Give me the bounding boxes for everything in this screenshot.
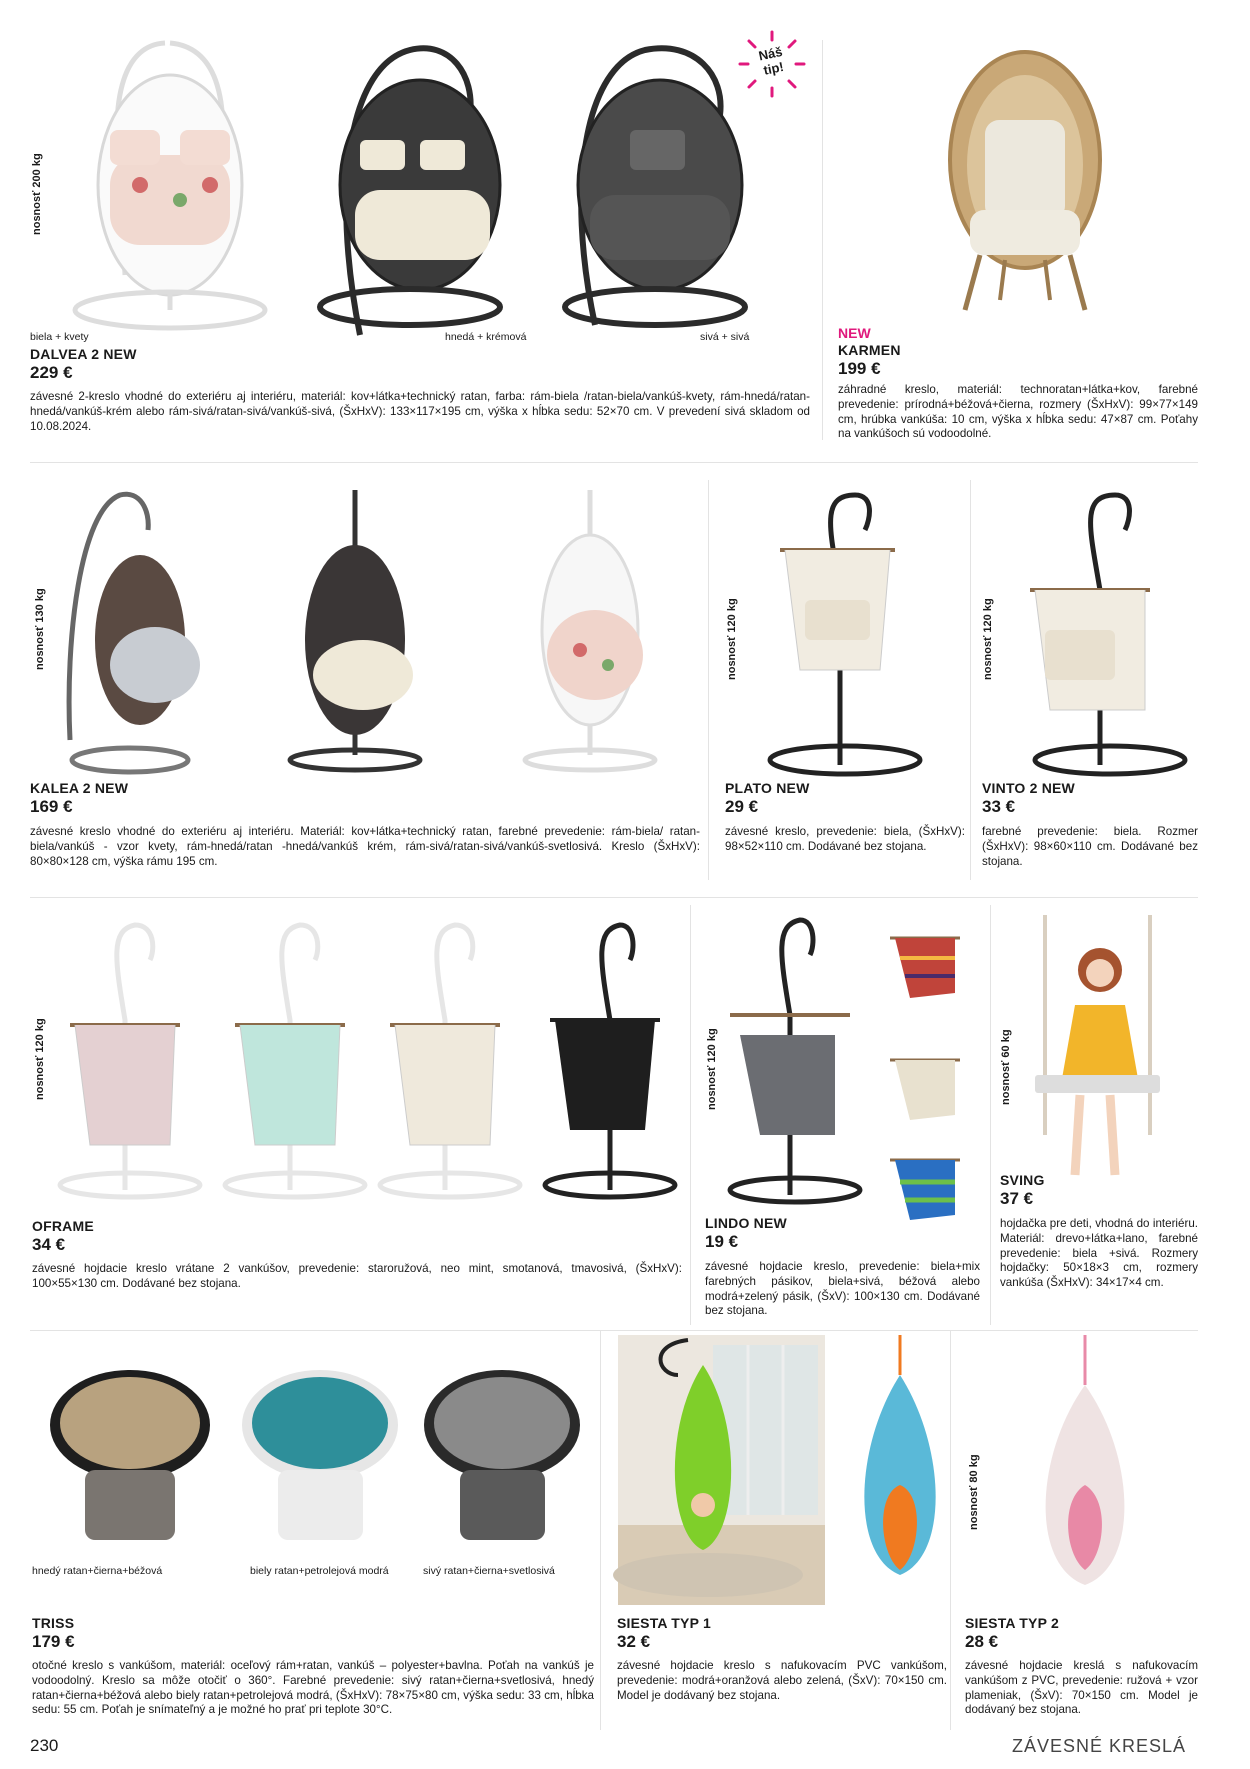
triss-name: TRISS	[32, 1615, 75, 1631]
kalea-description: závesné kreslo vhodné do exteriéru aj interiéru. Materiál: kov+látka+technický ratan, farebné prevedenie: rám-biela/ ratan-biela/vankúš - vzor kvety, rám-hnedá/ratan -hnedá/vankúš krém, rám-sivá/ratan-sivá/vankúš-svetlosivá. Kreslo (ŠxHxV): 80×80×128 cm, výška rámu 195 cm.	[30, 825, 700, 868]
plato-description: závesné kreslo, prevedenie: biela, (ŠxHxV): 98×52×110 cm. Dodávané bez stojana.	[725, 825, 965, 853]
kalea-grey-chair-image	[60, 490, 200, 770]
dalvea-brown-chair-image	[300, 35, 500, 330]
oframe-name: OFRAME	[32, 1218, 94, 1234]
oframe-mint-chair-image	[220, 920, 370, 1200]
siesta1-price: 32 €	[617, 1632, 651, 1651]
oframe-description: závesné hojdacie kreslo vrátane 2 vankúšov, prevedenie: staroružová, neo mint, smotanová, tmavosivá, (ŠxHxV): 100×55×130 cm. Dodávané bez stojana.	[32, 1262, 682, 1290]
triss-teal-chair-image	[238, 1365, 403, 1550]
nas-tip-badge	[738, 30, 806, 98]
sving-child-swing-image	[1030, 915, 1180, 1195]
oframe-price: 34 €	[32, 1235, 66, 1254]
kalea-name: KALEA 2 NEW	[30, 780, 129, 796]
karmen-description: záhradné kreslo, materiál: technoratan+látka+kov, farebné prevedenie: prírodná+béžová+čierna, rozmery (ŠxHxV): 99×77×149 cm, hrúbka vankúša: 10 cm, výška x hĺbka sedu: 47×87 cm. Poťahy na vankúšoch sú vodoodolné.	[838, 383, 1198, 441]
siesta2-pink-pod-image	[1025, 1335, 1145, 1605]
plato-name: PLATO NEW	[725, 780, 810, 796]
siesta2-load-capacity: nosnosť 80 kg	[968, 1454, 980, 1530]
plato-load-capacity: nosnosť 120 kg	[726, 598, 738, 680]
lindo-beige-variant-image	[880, 1040, 970, 1130]
kalea-load-capacity: nosnosť 130 kg	[34, 588, 46, 670]
triss-variant-white: biely ratan+petrolejová modrá	[250, 1565, 389, 1577]
section-title: ZÁVESNÉ KRESLÁ	[1012, 1736, 1187, 1756]
lindo-grey-chair-image	[725, 915, 865, 1205]
siesta1-description: závesné hojdacie kreslo s nafukovacím PVC vankúšom, prevedenie: modrá+oranžová alebo zelená, (ŠxV): 70×150 cm. Model je dodávaný bez stojana.	[617, 1659, 947, 1702]
siesta2-price: 28 €	[965, 1632, 999, 1651]
vinto-hammock-chair-image	[1020, 490, 1195, 775]
oframe-load-capacity: nosnosť 120 kg	[34, 1018, 46, 1100]
page-number: 230	[30, 1736, 59, 1755]
dalvea-variant-white: biela + kvety	[30, 331, 89, 343]
siesta1-room-photo	[618, 1335, 825, 1605]
dalvea-grey-chair-image	[555, 35, 755, 330]
karmen-price: 199 €	[838, 359, 881, 378]
siesta2-description: závesné hojdacie kreslá s nafukovacím vankúšom z PVC, prevedenie: ružová + vzor plameniak, (ŠxV): 70×150 cm. Model je dodávaný bez stojana.	[965, 1659, 1198, 1717]
sving-price: 37 €	[1000, 1189, 1034, 1208]
dalvea-price: 229 €	[30, 363, 73, 382]
karmen-name: KARMEN	[838, 342, 901, 358]
kalea-price: 169 €	[30, 797, 73, 816]
karmen-chair-image	[940, 45, 1110, 315]
badge-line1: Náš	[757, 43, 784, 64]
plato-hammock-chair-image	[760, 490, 935, 775]
siesta1-blue-orange-pod-image	[840, 1335, 960, 1605]
sving-name: SVING	[1000, 1172, 1045, 1188]
siesta2-name: SIESTA TYP 2	[965, 1615, 1059, 1631]
lindo-load-capacity: nosnosť 120 kg	[706, 1028, 718, 1110]
dalvea-white-chair-image	[70, 35, 270, 330]
oframe-cream-chair-image	[375, 920, 525, 1200]
oframe-dark-chair-image	[535, 920, 685, 1200]
sving-description: hojdačka pre deti, vhodná do interiéru. Materiál: drevo+látka+lano, farebné prevedenie: biela +sivá. Rozmery hojdačky: 50×18×3 cm, rozmery vankúša (ŠxHxV): 34×17×4 cm.	[1000, 1217, 1198, 1290]
dalvea-variant-grey: sivá + sivá	[700, 331, 750, 343]
vinto-name: VINTO 2 NEW	[982, 780, 1075, 796]
sving-load-capacity: nosnosť 60 kg	[1000, 1029, 1012, 1105]
siesta1-name: SIESTA TYP 1	[617, 1615, 711, 1631]
vinto-price: 33 €	[982, 797, 1016, 816]
oframe-pink-chair-image	[55, 920, 205, 1200]
triss-brown-chair-image	[45, 1365, 215, 1550]
dalvea-name: DALVEA 2 NEW	[30, 346, 137, 362]
lindo-description: závesné hojdacie kreslo, prevedenie: biela+mix farebných pásikov, biela+sivá, béžová alebo modrá+zelený pásik, (ŠxV): 100×130 cm. Dodávané bez stojana.	[705, 1260, 980, 1318]
kalea-brown-chair-image	[285, 490, 425, 770]
dalvea-description: závesné 2-kreslo vhodné do exteriéru aj interiéru, materiál: kov+látka+technický ratan, farba: rám-biela /ratan-biela/vankúš-kvety, rám-hnedá/ratan-hnedá/vankúš-krém alebo rám-sivá/ratan-sivá/vankúš-sivá, (ŠxHxV): 133×117×195 cm, výška x hĺbka sedu: 52×70 cm. V prevedení sivá skladom od 10.08.2024.	[30, 390, 810, 433]
lindo-name: LINDO NEW	[705, 1215, 787, 1231]
karmen-new-tag: NEW	[838, 325, 871, 341]
dalvea-variant-brown: hnedá + krémová	[445, 331, 527, 343]
vinto-load-capacity: nosnosť 120 kg	[982, 598, 994, 680]
triss-variant-grey: sivý ratan+čierna+svetlosivá	[423, 1565, 555, 1577]
badge-line2: tip!	[762, 58, 786, 78]
lindo-blue-green-variant-image	[880, 1140, 970, 1230]
lindo-price: 19 €	[705, 1232, 739, 1251]
kalea-white-chair-image	[520, 490, 660, 770]
vinto-description: farebné prevedenie: biela. Rozmer (ŠxHxV): 98×60×110 cm. Dodávané bez stojana.	[982, 825, 1198, 868]
plato-price: 29 €	[725, 797, 759, 816]
dalvea-load-capacity: nosnosť 200 kg	[31, 153, 43, 235]
triss-variant-brown: hnedý ratan+čierna+béžová	[32, 1565, 163, 1577]
lindo-striped-variant-image	[880, 918, 970, 1008]
triss-grey-chair-image	[420, 1365, 585, 1550]
triss-description: otočné kreslo s vankúšom, materiál: oceľový rám+ratan, vankúš – polyester+bavlna. Poťah na vankúš je vodoodolný. Kreslo sa môže otočiť o 360°. Farebné prevedenie: sivý ratan+čierna+svetlosivá, hnedý ratan+čierna+béžová alebo biely ratan+petrolejová modrá, (ŠxHxV): 78×75×80 cm, výška sedu: 33 cm, hĺbka sedu: 55 cm. Poťah je snímateľný a je možné ho prať pri teplote 30°C.	[32, 1659, 594, 1717]
triss-price: 179 €	[32, 1632, 75, 1651]
